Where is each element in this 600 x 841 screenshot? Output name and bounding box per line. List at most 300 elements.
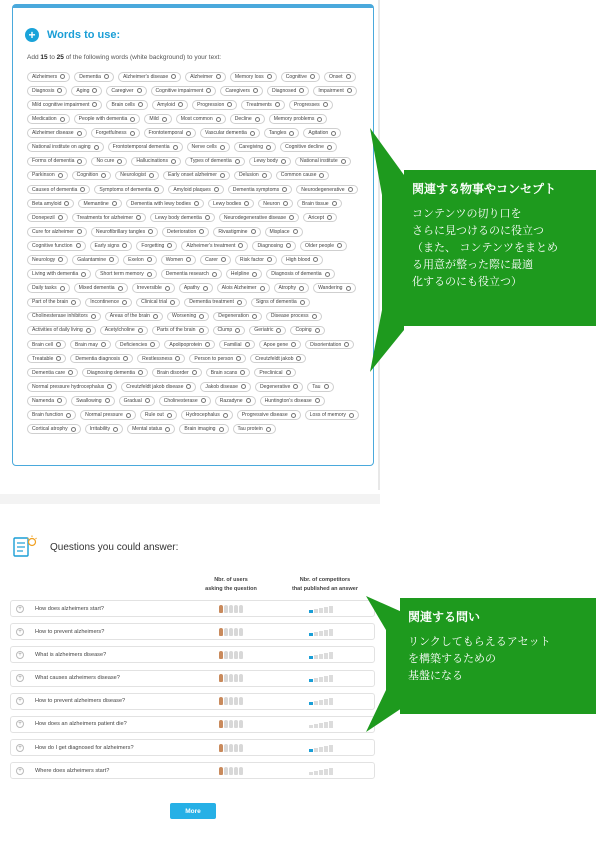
heart-icon[interactable] bbox=[77, 131, 82, 136]
heart-icon[interactable] bbox=[130, 117, 135, 122]
heart-icon[interactable] bbox=[170, 300, 175, 305]
heart-icon[interactable] bbox=[130, 131, 135, 136]
expand-plus-icon[interactable]: + bbox=[16, 605, 24, 613]
heart-icon[interactable] bbox=[206, 88, 211, 93]
word-chip[interactable] bbox=[213, 326, 246, 336]
word-chip[interactable] bbox=[152, 326, 209, 336]
word-chip[interactable] bbox=[132, 283, 175, 293]
heart-icon[interactable] bbox=[186, 257, 191, 262]
word-chip[interactable] bbox=[126, 199, 204, 209]
heart-icon[interactable] bbox=[109, 257, 114, 262]
word-chip[interactable] bbox=[215, 396, 256, 406]
heart-icon[interactable] bbox=[235, 328, 240, 333]
heart-icon[interactable] bbox=[165, 286, 170, 291]
word-chip[interactable] bbox=[91, 227, 158, 237]
heart-icon[interactable] bbox=[77, 159, 82, 164]
heart-icon[interactable] bbox=[150, 342, 155, 347]
heart-icon[interactable] bbox=[92, 102, 97, 107]
heart-icon[interactable] bbox=[171, 159, 176, 164]
heart-icon[interactable] bbox=[205, 215, 210, 220]
expand-plus-icon[interactable]: + bbox=[16, 767, 24, 775]
heart-icon[interactable] bbox=[286, 370, 291, 375]
word-chip[interactable] bbox=[27, 185, 90, 195]
heart-icon[interactable] bbox=[165, 427, 170, 432]
heart-icon[interactable] bbox=[289, 215, 294, 220]
heart-icon[interactable] bbox=[194, 201, 199, 206]
heart-icon[interactable] bbox=[299, 286, 304, 291]
heart-icon[interactable] bbox=[346, 74, 351, 79]
heart-icon[interactable] bbox=[138, 370, 143, 375]
word-chip[interactable] bbox=[85, 298, 132, 308]
word-chip[interactable] bbox=[274, 283, 310, 293]
heart-icon[interactable] bbox=[241, 384, 246, 389]
heart-icon[interactable] bbox=[186, 384, 191, 389]
heart-icon[interactable] bbox=[154, 187, 159, 192]
heart-icon[interactable] bbox=[175, 356, 180, 361]
word-chip[interactable] bbox=[241, 100, 285, 110]
heart-icon[interactable] bbox=[138, 328, 143, 333]
word-chip[interactable] bbox=[260, 396, 325, 406]
word-chip[interactable] bbox=[161, 269, 222, 279]
word-chip[interactable] bbox=[72, 255, 119, 265]
word-chip[interactable] bbox=[281, 255, 323, 265]
expand-plus-icon[interactable]: + bbox=[16, 720, 24, 728]
heart-icon[interactable] bbox=[136, 215, 141, 220]
word-chip[interactable] bbox=[249, 157, 291, 167]
heart-icon[interactable] bbox=[310, 74, 315, 79]
word-chip[interactable] bbox=[144, 114, 171, 124]
heart-icon[interactable] bbox=[260, 286, 265, 291]
heart-icon[interactable] bbox=[252, 314, 257, 319]
word-chip[interactable] bbox=[131, 157, 181, 167]
heart-icon[interactable] bbox=[293, 384, 298, 389]
heart-icon[interactable] bbox=[214, 187, 219, 192]
word-chip[interactable] bbox=[176, 114, 226, 124]
heart-icon[interactable] bbox=[86, 328, 91, 333]
heart-icon[interactable] bbox=[266, 145, 271, 150]
heart-icon[interactable] bbox=[293, 229, 298, 234]
expand-plus-icon[interactable]: + bbox=[16, 628, 24, 636]
word-chip[interactable] bbox=[185, 72, 226, 82]
word-chip[interactable] bbox=[249, 326, 286, 336]
heart-icon[interactable] bbox=[173, 145, 178, 150]
expand-plus-icon[interactable]: + bbox=[16, 697, 24, 705]
word-chip[interactable] bbox=[234, 142, 276, 152]
word-chip[interactable] bbox=[127, 424, 175, 434]
word-chip[interactable] bbox=[27, 340, 66, 350]
word-chip[interactable] bbox=[137, 354, 185, 364]
heart-icon[interactable] bbox=[80, 187, 85, 192]
word-chip[interactable] bbox=[27, 142, 104, 152]
heart-icon[interactable] bbox=[205, 342, 210, 347]
heart-icon[interactable] bbox=[112, 201, 117, 206]
word-chip[interactable] bbox=[100, 326, 148, 336]
heart-icon[interactable] bbox=[313, 257, 318, 262]
heart-icon[interactable] bbox=[199, 314, 204, 319]
word-chip[interactable] bbox=[27, 255, 68, 265]
word-chip[interactable] bbox=[168, 185, 223, 195]
word-chip[interactable] bbox=[187, 142, 230, 152]
heart-icon[interactable] bbox=[91, 314, 96, 319]
heart-icon[interactable] bbox=[162, 117, 167, 122]
heart-icon[interactable] bbox=[291, 342, 296, 347]
heart-icon[interactable] bbox=[113, 427, 118, 432]
word-chip[interactable] bbox=[164, 340, 215, 350]
heart-icon[interactable] bbox=[245, 342, 250, 347]
question-row[interactable] bbox=[10, 739, 375, 756]
heart-icon[interactable] bbox=[56, 342, 61, 347]
word-chip[interactable] bbox=[144, 128, 197, 138]
word-chip[interactable] bbox=[123, 255, 157, 265]
question-row[interactable] bbox=[10, 716, 375, 733]
word-chip[interactable] bbox=[167, 312, 209, 322]
word-chip[interactable] bbox=[136, 298, 180, 308]
heart-icon[interactable] bbox=[57, 88, 62, 93]
heart-icon[interactable] bbox=[237, 300, 242, 305]
word-chip[interactable] bbox=[254, 368, 295, 378]
word-chip[interactable] bbox=[280, 142, 337, 152]
word-chip[interactable] bbox=[140, 410, 177, 420]
heart-icon[interactable] bbox=[71, 300, 76, 305]
heart-icon[interactable] bbox=[220, 145, 225, 150]
heart-icon[interactable] bbox=[178, 102, 183, 107]
word-chip[interactable] bbox=[74, 72, 114, 82]
heart-icon[interactable] bbox=[219, 427, 224, 432]
heart-icon[interactable] bbox=[262, 173, 267, 178]
heart-icon[interactable] bbox=[104, 74, 109, 79]
word-chip[interactable] bbox=[27, 298, 81, 308]
heart-icon[interactable] bbox=[246, 398, 251, 403]
heart-icon[interactable] bbox=[77, 229, 82, 234]
heart-icon[interactable] bbox=[167, 413, 172, 418]
heart-icon[interactable] bbox=[299, 88, 304, 93]
heart-icon[interactable] bbox=[216, 74, 221, 79]
heart-icon[interactable] bbox=[94, 145, 99, 150]
heart-icon[interactable] bbox=[171, 74, 176, 79]
heart-icon[interactable] bbox=[60, 74, 65, 79]
word-chip[interactable] bbox=[255, 382, 303, 392]
heart-icon[interactable] bbox=[68, 370, 73, 375]
heart-icon[interactable] bbox=[81, 272, 86, 277]
word-chip[interactable] bbox=[217, 283, 270, 293]
word-chip[interactable] bbox=[94, 185, 164, 195]
heart-icon[interactable] bbox=[236, 356, 241, 361]
word-chip[interactable] bbox=[200, 382, 251, 392]
word-chip[interactable] bbox=[27, 213, 68, 223]
heart-icon[interactable] bbox=[312, 314, 317, 319]
word-chip[interactable] bbox=[27, 100, 102, 110]
heart-icon[interactable] bbox=[122, 300, 127, 305]
word-chip[interactable] bbox=[213, 312, 262, 322]
heart-icon[interactable] bbox=[148, 229, 153, 234]
word-chip[interactable] bbox=[27, 424, 81, 434]
heart-icon[interactable] bbox=[281, 159, 286, 164]
heart-icon[interactable] bbox=[221, 257, 226, 262]
heart-icon[interactable] bbox=[107, 384, 112, 389]
heart-icon[interactable] bbox=[137, 88, 142, 93]
heart-icon[interactable] bbox=[315, 398, 320, 403]
word-chip[interactable] bbox=[251, 298, 310, 308]
word-chip[interactable] bbox=[71, 86, 102, 96]
word-chip[interactable] bbox=[78, 199, 121, 209]
word-chip[interactable] bbox=[27, 199, 74, 209]
word-chip[interactable] bbox=[27, 354, 66, 364]
word-chip[interactable] bbox=[237, 410, 301, 420]
word-chip[interactable] bbox=[305, 410, 359, 420]
heart-icon[interactable] bbox=[349, 413, 354, 418]
heart-icon[interactable] bbox=[147, 272, 152, 277]
word-chip[interactable] bbox=[235, 255, 277, 265]
word-chip[interactable] bbox=[27, 86, 67, 96]
heart-icon[interactable] bbox=[92, 88, 97, 93]
word-chip[interactable] bbox=[185, 157, 245, 167]
heart-icon[interactable] bbox=[105, 398, 110, 403]
word-chip[interactable] bbox=[115, 171, 159, 181]
heart-icon[interactable] bbox=[147, 257, 152, 262]
heart-icon[interactable] bbox=[167, 243, 172, 248]
heart-icon[interactable] bbox=[126, 413, 131, 418]
word-chip[interactable] bbox=[27, 368, 78, 378]
heart-icon[interactable] bbox=[253, 88, 258, 93]
word-chip[interactable] bbox=[105, 312, 163, 322]
heart-icon[interactable] bbox=[56, 356, 61, 361]
heart-icon[interactable] bbox=[201, 398, 206, 403]
heart-icon[interactable] bbox=[71, 427, 76, 432]
heart-icon[interactable] bbox=[317, 117, 322, 122]
word-chip[interactable] bbox=[91, 128, 140, 138]
heart-icon[interactable] bbox=[212, 272, 217, 277]
heart-icon[interactable] bbox=[101, 342, 106, 347]
heart-icon[interactable] bbox=[58, 215, 63, 220]
expand-plus-icon[interactable]: + bbox=[16, 651, 24, 659]
heart-icon[interactable] bbox=[199, 328, 204, 333]
heart-icon[interactable] bbox=[250, 131, 255, 136]
heart-icon[interactable] bbox=[117, 159, 122, 164]
word-chip[interactable] bbox=[121, 382, 196, 392]
word-chip[interactable] bbox=[230, 72, 277, 82]
word-chip[interactable] bbox=[258, 199, 293, 209]
word-chip[interactable] bbox=[151, 86, 217, 96]
heart-icon[interactable] bbox=[76, 243, 81, 248]
word-chip[interactable] bbox=[161, 255, 196, 265]
word-chip[interactable] bbox=[106, 100, 148, 110]
word-chip[interactable] bbox=[206, 368, 251, 378]
more-button[interactable]: More bbox=[170, 803, 216, 819]
word-chip[interactable] bbox=[72, 171, 112, 181]
word-chip[interactable] bbox=[152, 368, 202, 378]
heart-icon[interactable] bbox=[252, 272, 257, 277]
heart-icon[interactable] bbox=[223, 413, 228, 418]
heart-icon[interactable] bbox=[58, 173, 63, 178]
word-chip[interactable] bbox=[115, 340, 160, 350]
word-chip[interactable] bbox=[162, 227, 209, 237]
heart-icon[interactable] bbox=[66, 413, 71, 418]
heart-icon[interactable] bbox=[101, 173, 106, 178]
word-chip[interactable] bbox=[74, 114, 141, 124]
word-chip[interactable] bbox=[233, 424, 276, 434]
word-chip[interactable] bbox=[230, 114, 265, 124]
heart-icon[interactable] bbox=[324, 384, 329, 389]
heart-icon[interactable] bbox=[296, 356, 301, 361]
word-chip[interactable] bbox=[27, 241, 86, 251]
heart-icon[interactable] bbox=[153, 314, 158, 319]
question-row[interactable] bbox=[10, 670, 375, 687]
word-chip[interactable] bbox=[118, 72, 181, 82]
word-chip[interactable] bbox=[27, 326, 96, 336]
heart-icon[interactable] bbox=[266, 427, 271, 432]
word-chip[interactable] bbox=[80, 410, 136, 420]
heart-icon[interactable] bbox=[216, 117, 221, 122]
word-chip[interactable] bbox=[27, 410, 76, 420]
expand-plus-icon[interactable]: + bbox=[16, 674, 24, 682]
word-chip[interactable] bbox=[181, 410, 233, 420]
question-row[interactable] bbox=[10, 623, 375, 640]
word-chip[interactable] bbox=[220, 86, 263, 96]
word-chip[interactable] bbox=[74, 283, 128, 293]
heart-icon[interactable] bbox=[122, 243, 127, 248]
heart-icon[interactable] bbox=[291, 413, 296, 418]
word-chip[interactable] bbox=[136, 241, 177, 251]
heart-icon[interactable] bbox=[58, 257, 63, 262]
word-chip[interactable] bbox=[119, 396, 155, 406]
word-chip[interactable] bbox=[289, 100, 333, 110]
heart-icon[interactable] bbox=[275, 102, 280, 107]
word-chip[interactable] bbox=[163, 171, 230, 181]
heart-icon[interactable] bbox=[244, 201, 249, 206]
word-chip[interactable] bbox=[72, 213, 146, 223]
word-chip[interactable] bbox=[71, 396, 114, 406]
word-chip[interactable] bbox=[189, 354, 246, 364]
word-chip[interactable] bbox=[179, 424, 228, 434]
heart-icon[interactable] bbox=[57, 398, 62, 403]
word-chip[interactable] bbox=[95, 269, 157, 279]
word-chip[interactable] bbox=[27, 171, 68, 181]
word-chip[interactable] bbox=[265, 227, 303, 237]
heart-icon[interactable] bbox=[192, 370, 197, 375]
word-chip[interactable] bbox=[259, 340, 302, 350]
word-chip[interactable] bbox=[219, 340, 255, 350]
question-row[interactable] bbox=[10, 646, 375, 663]
heart-icon[interactable] bbox=[186, 131, 191, 136]
expand-plus-icon[interactable]: + bbox=[16, 744, 24, 752]
question-row[interactable] bbox=[10, 762, 375, 779]
word-chip[interactable] bbox=[70, 340, 111, 350]
heart-icon[interactable] bbox=[286, 243, 291, 248]
heart-icon[interactable] bbox=[282, 187, 287, 192]
word-chip[interactable] bbox=[324, 72, 356, 82]
question-row[interactable] bbox=[10, 600, 375, 617]
word-chip[interactable] bbox=[290, 326, 324, 336]
word-chip[interactable] bbox=[27, 312, 101, 322]
word-chip[interactable] bbox=[150, 213, 215, 223]
heart-icon[interactable] bbox=[276, 328, 281, 333]
word-chip[interactable] bbox=[179, 283, 213, 293]
question-row[interactable] bbox=[10, 693, 375, 710]
word-chip[interactable] bbox=[266, 269, 334, 279]
word-chip[interactable] bbox=[228, 185, 292, 195]
word-chip[interactable] bbox=[192, 100, 237, 110]
heart-icon[interactable] bbox=[323, 102, 328, 107]
word-chip[interactable] bbox=[90, 241, 133, 251]
word-chip[interactable] bbox=[219, 213, 299, 223]
word-chip[interactable] bbox=[159, 396, 211, 406]
word-chip[interactable] bbox=[252, 241, 296, 251]
plus-circle-icon[interactable]: + bbox=[25, 28, 39, 42]
heart-icon[interactable] bbox=[138, 102, 143, 107]
word-chip[interactable] bbox=[27, 114, 70, 124]
word-chip[interactable] bbox=[27, 382, 117, 392]
heart-icon[interactable] bbox=[289, 131, 294, 136]
heart-icon[interactable] bbox=[123, 356, 128, 361]
word-chip[interactable] bbox=[27, 283, 70, 293]
heart-icon[interactable] bbox=[315, 328, 320, 333]
heart-icon[interactable] bbox=[238, 243, 243, 248]
word-chip[interactable] bbox=[269, 114, 328, 124]
word-chip[interactable] bbox=[108, 142, 183, 152]
heart-icon[interactable] bbox=[251, 229, 256, 234]
heart-icon[interactable] bbox=[227, 102, 232, 107]
word-chip[interactable] bbox=[226, 269, 262, 279]
word-chip[interactable] bbox=[200, 255, 231, 265]
word-chip[interactable] bbox=[27, 396, 67, 406]
heart-icon[interactable] bbox=[118, 286, 123, 291]
word-chip[interactable] bbox=[27, 227, 87, 237]
heart-icon[interactable] bbox=[267, 257, 272, 262]
heart-icon[interactable] bbox=[319, 173, 324, 178]
word-chip[interactable] bbox=[276, 171, 330, 181]
word-chip[interactable] bbox=[27, 269, 91, 279]
heart-icon[interactable] bbox=[325, 272, 330, 277]
heart-icon[interactable] bbox=[300, 300, 305, 305]
word-chip[interactable] bbox=[267, 86, 309, 96]
heart-icon[interactable] bbox=[235, 159, 240, 164]
word-chip[interactable] bbox=[82, 368, 148, 378]
heart-icon[interactable] bbox=[203, 286, 208, 291]
word-chip[interactable] bbox=[181, 241, 248, 251]
heart-icon[interactable] bbox=[149, 173, 154, 178]
heart-icon[interactable] bbox=[64, 201, 69, 206]
heart-icon[interactable] bbox=[60, 286, 65, 291]
heart-icon[interactable] bbox=[145, 398, 150, 403]
heart-icon[interactable] bbox=[283, 201, 288, 206]
word-chip[interactable] bbox=[313, 86, 356, 96]
word-chip[interactable] bbox=[234, 171, 272, 181]
heart-icon[interactable] bbox=[267, 74, 272, 79]
word-chip[interactable] bbox=[184, 298, 247, 308]
word-chip[interactable] bbox=[152, 100, 188, 110]
word-chip[interactable] bbox=[266, 312, 322, 322]
word-chip[interactable] bbox=[27, 128, 87, 138]
word-chip[interactable] bbox=[85, 424, 123, 434]
word-chip[interactable] bbox=[213, 227, 260, 237]
word-chip[interactable] bbox=[281, 72, 320, 82]
word-chip[interactable] bbox=[27, 72, 70, 82]
word-chip[interactable] bbox=[307, 382, 333, 392]
word-chip[interactable] bbox=[106, 86, 146, 96]
heart-icon[interactable] bbox=[255, 117, 260, 122]
word-chip[interactable] bbox=[264, 128, 300, 138]
word-chip[interactable] bbox=[250, 354, 306, 364]
word-chip[interactable] bbox=[70, 354, 133, 364]
heart-icon[interactable] bbox=[60, 117, 65, 122]
heart-icon[interactable] bbox=[220, 173, 225, 178]
word-chip[interactable] bbox=[200, 128, 260, 138]
word-chip[interactable] bbox=[208, 199, 254, 209]
word-chip[interactable] bbox=[91, 157, 127, 167]
heart-icon[interactable] bbox=[240, 370, 245, 375]
word-chip[interactable] bbox=[27, 157, 87, 167]
heart-icon[interactable] bbox=[347, 88, 352, 93]
